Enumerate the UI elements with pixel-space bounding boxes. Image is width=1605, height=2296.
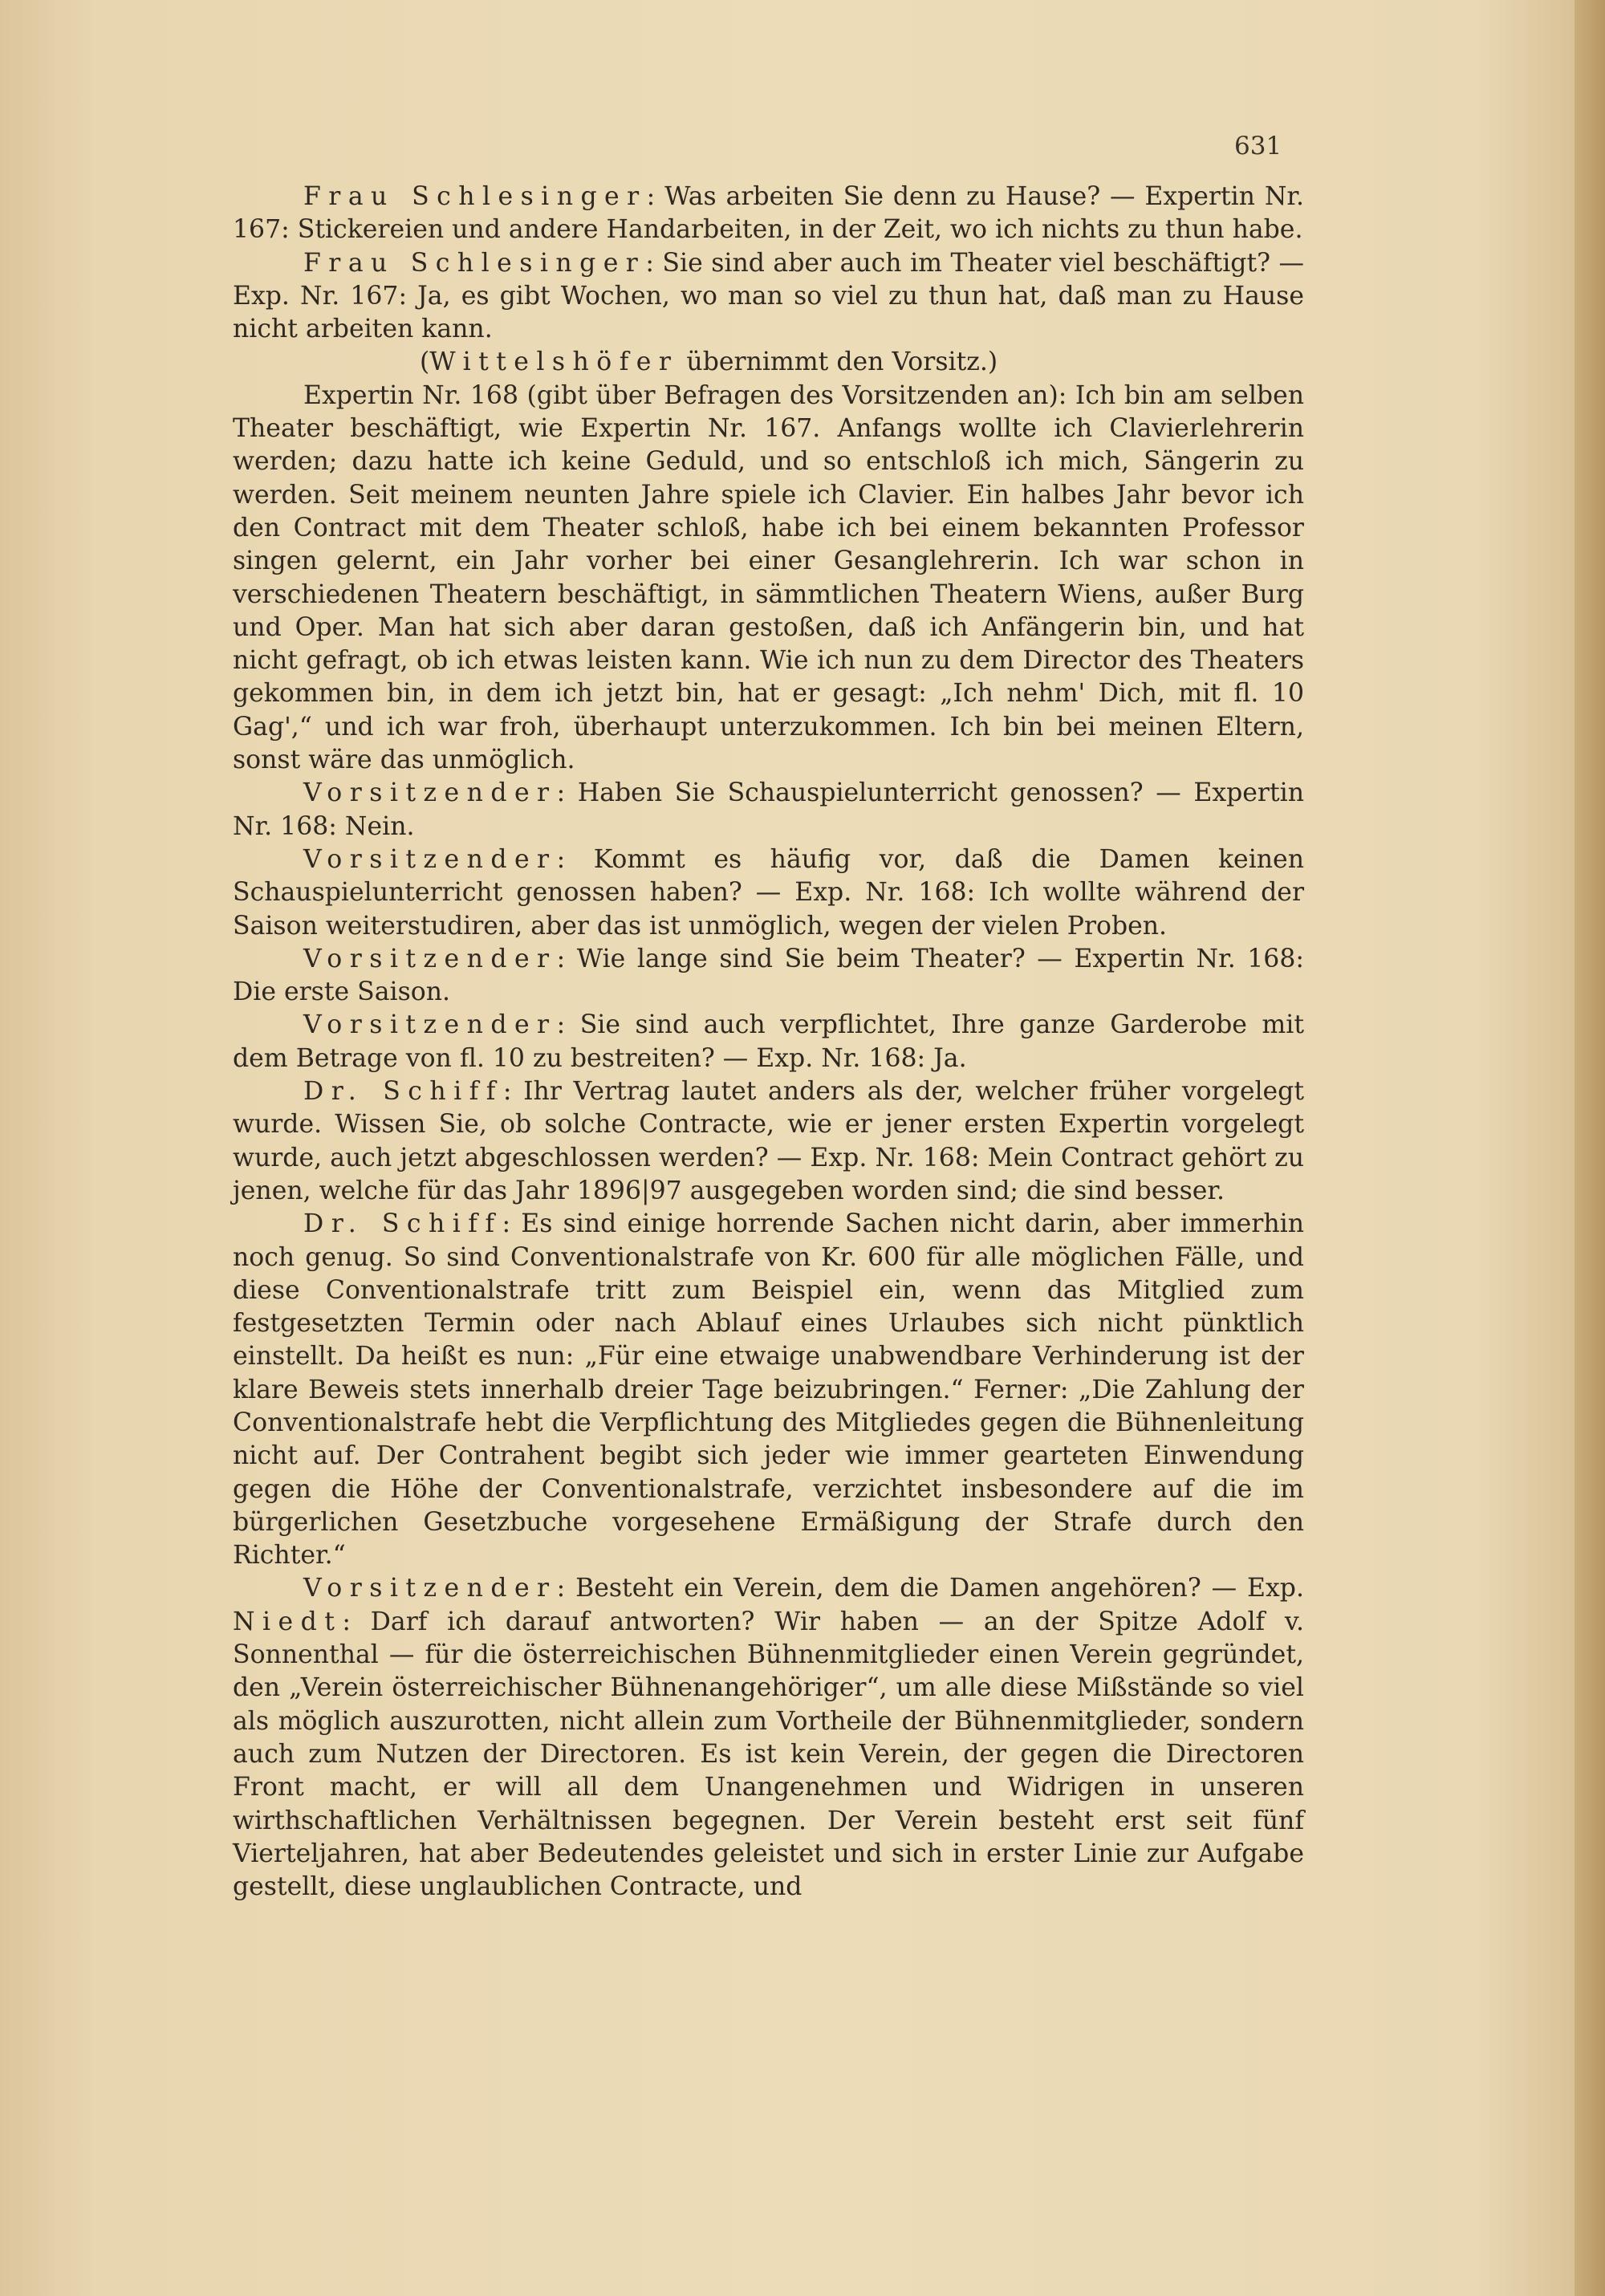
speaker-name: Niedt [233, 1607, 343, 1636]
speaker-name: Wittelshöfer [429, 347, 679, 377]
paragraph-text: : Kommt es häufig vor, daß die Damen keinen Schauspielunterricht genossen haben? — Exp. Nr. 168: Ich wollte während der Saison weiterstudiren, aber das ist unmöglich, wegen der vielen Proben. [233, 844, 1304, 941]
paragraph [233, 1009, 1304, 1075]
speaker-name: Vorsitzender [303, 1010, 557, 1040]
paragraph-text: Expertin Nr. 168 (gibt über Befragen des Vorsitzenden an): Ich bin am selben Theater beschäftigt, wie Expertin Nr. 167. Anfangs wollte ich Clavierlehrerin werden; dazu hatte ich keine Geduld, und so entschloß ich mich, Sängerin zu werden. Seit meinem neunten Jahre spiele ich Clavier. Ein halbes Jahr bevor ich den Contract mit dem Theater schloß, habe ich bei einem bekannten Professor singen gelernt, ein Jahr vorher bei einer Gesanglehrerin. Ich war schon in verschiedenen Theatern beschäftigt, in sämmtlichen Theatern Wiens, außer Burg und Oper. Man hat sich aber daran gestoßen, daß ich Anfängerin bin, und hat nicht gefragt, ob ich etwas leisten kann. Wie ich nun zu dem Director des Theaters gekommen bin, in dem ich jetzt bin, hat er gesagt: „Ich nehm' Dich, mit fl. 10 Gag',“ und ich war froh, überhaupt unterzukommen. Ich bin bei meinen Eltern, sonst wäre das unmöglich. [233, 380, 1304, 775]
paragraph [233, 1572, 1304, 1904]
paragraph [233, 380, 1304, 778]
paragraph [233, 843, 1304, 943]
paragraph [233, 777, 1304, 843]
speaker-name: Dr. Schiff [303, 1077, 503, 1107]
speaker-name: Vorsitzender [303, 778, 557, 808]
paragraph-text: : Haben Sie Schauspielunterricht genossen? — Expertin Nr. 168: Nein. [233, 778, 1304, 841]
paragraph [233, 247, 1304, 347]
paragraph [233, 181, 1304, 247]
paragraph-text: : Ihr Vertrag lautet anders als der, welcher früher vorgelegt wurde. Wissen Sie, ob solche Contracte, wie er jener ersten Expertin vorgelegt wurde, auch jetzt abgeschlossen werden? — Exp. Nr. 168: Mein Contract gehört zu jenen, welche für das Jahr 1896|97 ausgegeben worden sind; die sind besser. [233, 1077, 1305, 1205]
paragraph-text: übernimmt den Vorsitz.) [678, 347, 998, 377]
speaker-name: Frau Schlesinger [303, 182, 647, 211]
speaker-name: Vorsitzender [303, 1574, 557, 1603]
paragraph [233, 943, 1304, 1010]
page-edge [1575, 0, 1605, 2296]
paragraph-text: : Es sind einige horrende Sachen nicht darin, aber immerhin noch genug. So sind Conventionalstrafe von Kr. 600 für alle möglichen Fälle, und diese Conventionalstrafe tritt zum Beispiel ein, wenn das Mitglied zum festgesetzten Termin oder nach Ablauf eines Urlaubes sich nicht pünktlich einstellt. Da heißt es nun: „Für eine etwaige unabwendbare Verhinderung ist der klare Beweis stets innerhalb dreier Tage beizubringen.“ Ferner: „Die Zahlung der Conventionalstrafe hebt die Verpflichtung des Mitgliedes gegen die Bühnenleitung nicht auf. Der Contrahent begibt sich jeder wie immer gearteten Einwendung gegen die Höhe der Conventionalstrafe, verzichtet insbesondere auf die im bürgerlichen Gesetzbuche vorgesehene Ermäßigung der Strafe durch den Richter.“ [233, 1209, 1305, 1571]
paragraph-text: : Sie sind auch verpflichtet, Ihre ganze Garderobe mit dem Betrage von fl. 10 zu bestreiten? — Exp. Nr. 168: Ja. [233, 1010, 1304, 1073]
speaker-name: Vorsitzender [303, 944, 557, 973]
paragraph [233, 1208, 1304, 1572]
page-number: 631 [1234, 132, 1282, 161]
paragraph-text: : Sie sind aber auch im Theater viel beschäftigt? — Exp. Nr. 167: Ja, es gibt Wochen, wo man so viel zu thun hat, daß man zu Hause nicht arbeiten kann. [233, 248, 1305, 344]
paragraph-text: : Besteht ein Verein, dem die Damen angehören? — Exp. [556, 1574, 1304, 1603]
speaker-name: Frau Schlesinger [303, 248, 646, 278]
paragraph-text: : Wie lange sind Sie beim Theater? — Expertin Nr. 168: Die erste Saison. [233, 944, 1304, 1007]
paragraph-text: : Was arbeiten Sie denn zu Hause? — Expertin Nr. 167: Stickereien und andere Handarbeiten, in der Zeit, wo ich nichts zu thun habe. [233, 182, 1304, 245]
note-prefix: ( [420, 347, 430, 377]
paragraph [233, 1075, 1304, 1208]
body-text [233, 181, 1304, 1904]
paragraph-text: : Darf ich darauf antworten? Wir haben — an der Spitze Adolf v. Sonnenthal — für die österreichischen Bühnenmitglieder einen Verein gegründet, den „Verein österreichischer Bühnenangehöriger“, um alle diese Mißstände so viel als möglich auszurotten, nicht allein zum Vortheile der Bühnenmitglieder, sondern auch zum Nutzen der Directoren. Es ist kein Verein, der gegen die Directoren Front macht, er will all dem Unangenehmen und Widrigen in unseren wirthschaftlichen Verhältnissen begegnen. Der Verein besteht erst seit fünf Vierteljahren, hat aber Bedeutendes geleistet und sich in erster Linie zur Aufgabe gestellt, diese unglaublichen Contracte, und [233, 1607, 1304, 1902]
speaker-name: Dr. Schiff [303, 1209, 502, 1239]
stage-note [233, 346, 1304, 379]
speaker-name: Vorsitzender [303, 844, 557, 874]
